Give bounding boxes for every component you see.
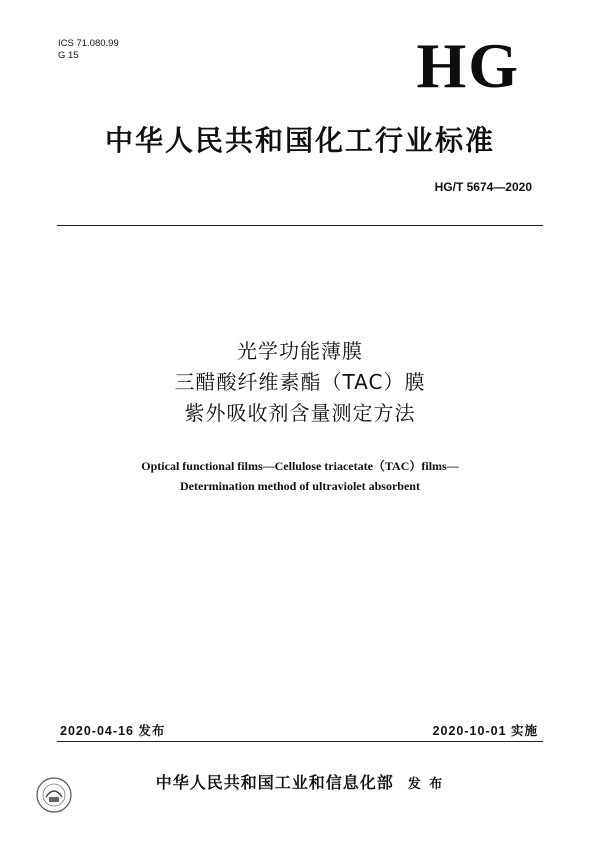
title-zh-line-1: 光学功能薄膜 (237, 339, 363, 363)
title-en-line-2: Determination method of ultraviolet absorbent (180, 479, 420, 493)
title-en-line-1: Optical functional films—Cellulose triacetate（TAC）films— (141, 459, 459, 473)
ics-code: ICS 71.080.99 (58, 38, 119, 49)
issuer-line (0, 770, 600, 793)
issuer-action: 发 布 (407, 777, 445, 792)
issuer-name: 中华人民共和国工业和信息化部 (155, 773, 394, 792)
classification-codes (58, 38, 119, 62)
title-zh-line-3: 紫外吸收剂含量测定方法 (184, 401, 416, 425)
implement-date: 2020-10-01 实施 (432, 724, 538, 738)
standard-number: HG/T 5674—2020 (434, 180, 532, 194)
hg-logo: HG (416, 30, 520, 101)
ccs-code: G 15 (58, 50, 79, 61)
publish-date: 2020-04-16 发布 (60, 724, 166, 738)
top-divider (57, 225, 543, 226)
bottom-divider (57, 741, 543, 742)
title-zh-line-2: 三醋酸纤维素酯（TAC）膜 (174, 370, 426, 394)
standard-type-heading: 中华人民共和国化工行业标准 (104, 124, 495, 157)
